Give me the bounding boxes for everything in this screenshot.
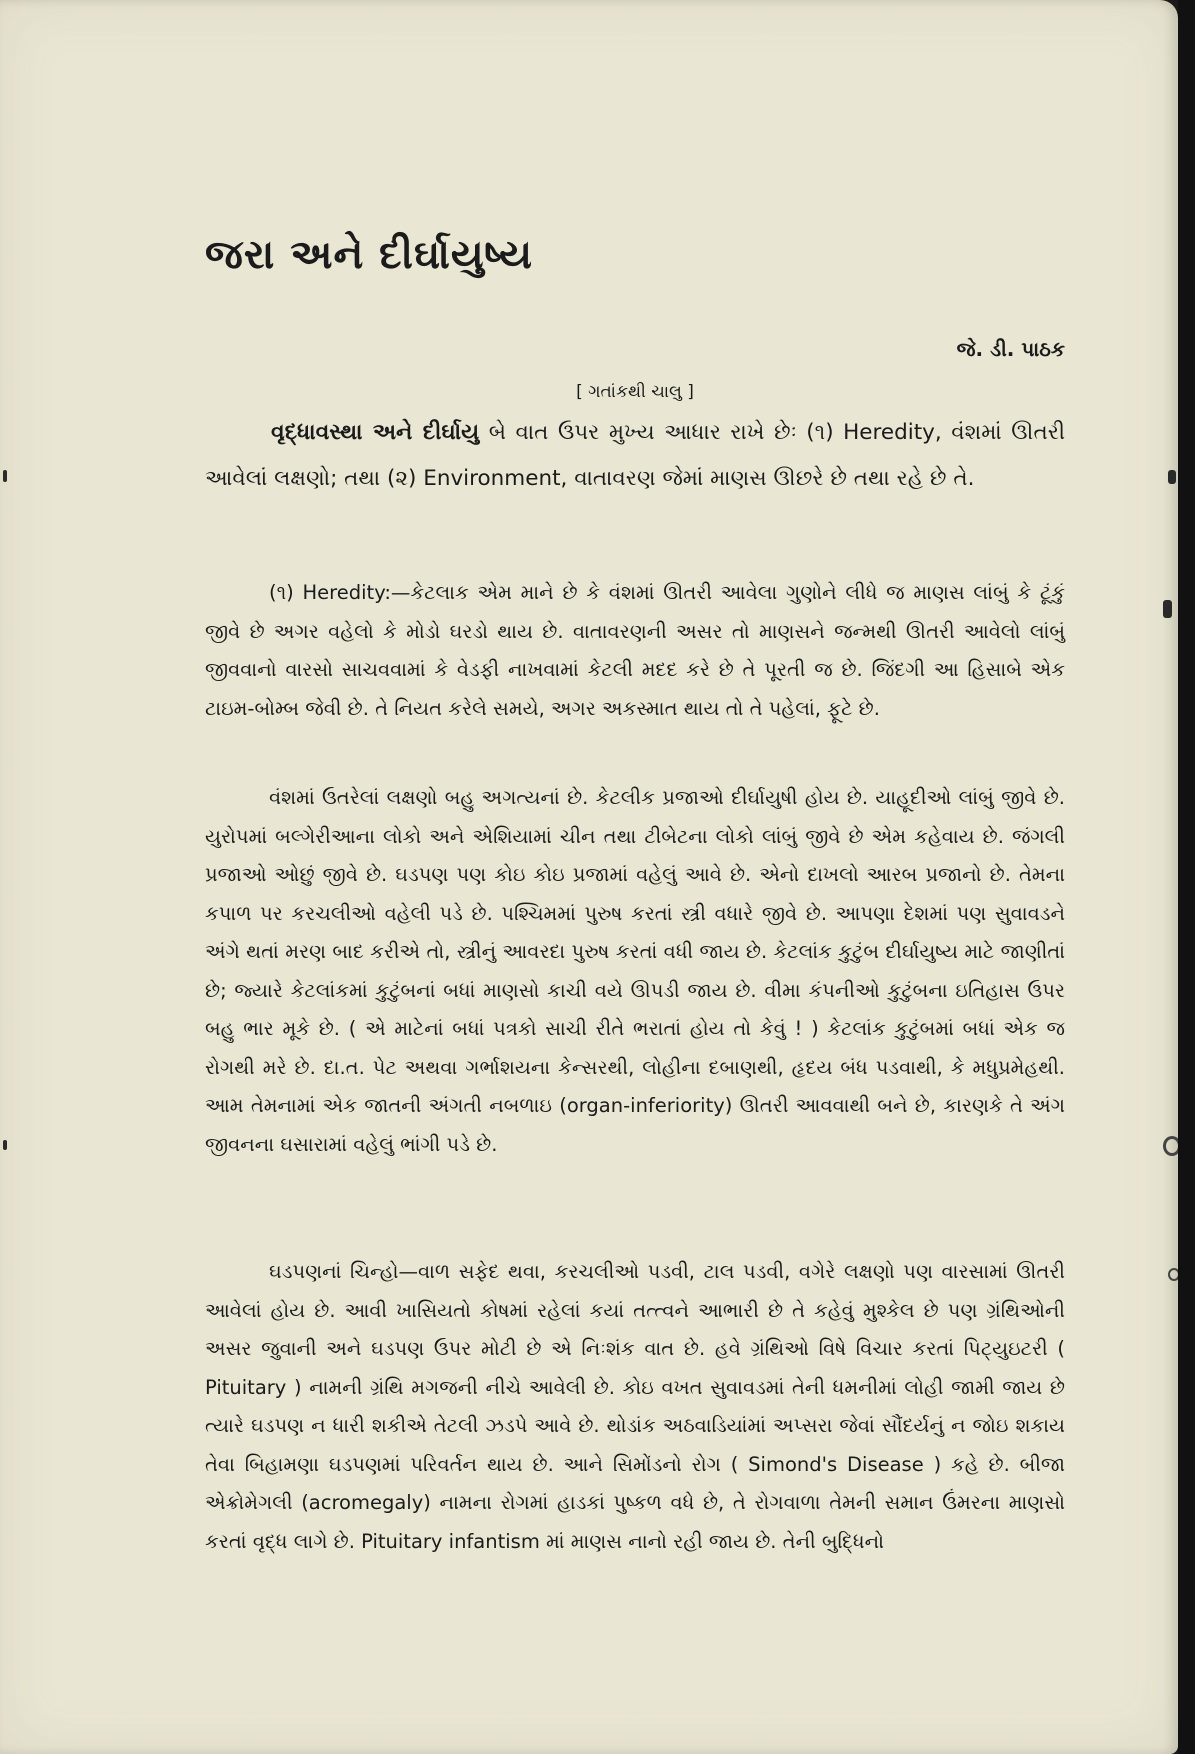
article-author: જે. ડી. પાઠક <box>956 337 1065 361</box>
ink-ring <box>1163 1136 1178 1156</box>
paragraph-text: વંશમાં ઉતરેલાં લક્ષણો બહુ અગત્યનાં છે. કેટલીક પ્રજાઓ દીર્ઘાયુષી હોય છે. યાહૂદીઓ લાંબું જીવે છે. યુરોપમાં બલ્ગેરીઆના લોકો અને એશિયામાં ચીન તથા ટીબેટના લોકો લાંબું જીવે છે એમ કહેવાય છે. જંગલી પ્રજાઓ ઓછું જીવે છે. ઘડપણ પણ કોઇ કોઇ પ્રજામાં વહેલું આવે છે. એનો દાખલો આરબ પ્રજાનો છે. તેમના કપાળ પર કરચલીઓ વહેલી પડે છે. પશ્ચિમમાં પુરુષ કરતાં સ્ત્રી વધારે જીવે છે. આપણા દેશમાં પણ સુવાવડને અંગે થતાં મરણ બાદ કરીએ તો, સ્ત્રીનું આવરદા પુરુષ કરતાં વધી જાય છે. કેટલાંક કુટુંબ દીર્ઘાયુષ્ય માટે જાણીતાં છે; જ્યારે કેટલાંકમાં કુટુંબનાં બધાં માણસો કાચી વયે ઊપડી જાય છે. વીમા કંપનીઓ કુટુંબના ઇતિહાસ ઉપર બહુ ભાર મૂકે છે. ( એ માટેનાં બધાં પત્રકો સાચી રીતે ભરાતાં હોય તો કેવું ! ) કેટલાંક કુટુંબમાં બધાં એક જ રોગથી મરે છે. દા.ત. પેટ અથવા ગર્ભાશયના કેન્સરથી, લોહીના દબાણથી, હૃદય બંધ પડવાથી, કે મધુપ્રમેહથી. આમ તેમનામાં એક જાતની અંગતી નબળાઇ (organ-inferiority) ઊતરી આવવાથી બને છે, કારણકે તે અંગ જીવનના ઘસારામાં વહેલું ભાંગી પડે છે. <box>205 786 1065 1156</box>
paragraph-3 <box>205 779 1065 1164</box>
ink-spot <box>1163 600 1172 618</box>
paragraph-text: બે વાત ઉપર મુખ્ય આધાર રાખે છેઃ (૧) Heredity, વંશમાં ઊતરી આવેલાં લક્ષણો; તથા (૨) Environment, વાતાવરણ જેમાં માણસ ઊછરે છે તથા રહે છે તે. <box>205 420 1065 491</box>
ink-spot <box>3 470 7 482</box>
paragraph-text: ઘડપણનાં ચિન્હો—વાળ સફેદ થવા, કરચલીઓ પડવી, ટાલ પડવી, વગેરે લક્ષણો પણ વારસામાં ઊતરી આવેલાં હોય છે. આવી ખાસિયતો કોષમાં રહેલાં કયાં તત્ત્વને આભારી છે તે કહેવું મુશ્કેલ છે પણ ગ્રંથિઓની અસર જુવાની અને ઘડપણ ઉપર મોટી છે એ નિઃશંક વાત છે. હવે ગ્રંથિઓ વિષે વિચાર કરતાં પિટ્યુઇટરી ( Pituitary ) નામની ગ્રંથિ મગજની નીચે આવેલી છે. કોઇ વખત સુવાવડમાં તેની ધમનીમાં લોહી જામી જાય છે ત્યારે ઘડપણ ન ધારી શકીએ તેટલી ઝડપે આવે છે. થોડાંક અઠવાડિયાંમાં અપ્સરા જેવાં સૌંદર્યનું ન જોઇ શકાય તેવા બિહામણા ઘડપણમાં પરિવર્તન થાય છે. આને સિમોંડનો રોગ ( Simond's Disease ) કહે છે. બીજા એક્રોમેગલી (acromegaly) નામના રોગમાં હાડકાં પુષ્કળ વધે છે, તે રોગવાળા તેમની સમાન ઉંમરના માણસો કરતાં વૃદ્ધ લાગે છે. Pituitary infantism માં માણસ નાનો રહી જાય છે. તેની બુદ્ધિનો <box>205 1260 1065 1553</box>
paragraph-lead: વૃદ્ધાવસ્થા અને દીર્ઘાયુ <box>271 420 480 445</box>
page-edge-shadow <box>1178 0 1195 1754</box>
paragraph-text: (૧) Heredity:—કેટલાક એમ માને છે કે વંશમાં ઊતરી આવેલા ગુણોને લીધે જ માણસ લાંબું કે ટૂંકું જીવે છે અગર વહેલો કે મોડો ઘરડો થાય છે. વાતાવરણની અસર તો માણસને જન્મથી ઊતરી આવેલો લાંબું જીવવાનો વારસો સાચવવામાં કે વેડફી નાખવામાં કેટલી મદદ કરે છે તે પૂરતી જ છે. જિંદગી આ હિસાબે એક ટાઇમ-બોમ્બ જેવી છે. તે નિયત કરેલે સમયે, અગર અકસ્માત થાય તો તે પહેલાં, ફૂટે છે. <box>205 581 1065 720</box>
paragraph-1 <box>205 410 1065 502</box>
continued-note: [ ગતાંકથી ચાલુ ] <box>576 382 694 402</box>
article-title: જરા અને દીર્ઘાયુષ્ય <box>205 232 534 278</box>
ink-ring <box>1168 1268 1178 1281</box>
paragraph-4 <box>205 1253 1065 1561</box>
ink-spot <box>3 1140 7 1150</box>
ink-spot <box>1168 470 1176 484</box>
paragraph-2 <box>205 574 1065 728</box>
